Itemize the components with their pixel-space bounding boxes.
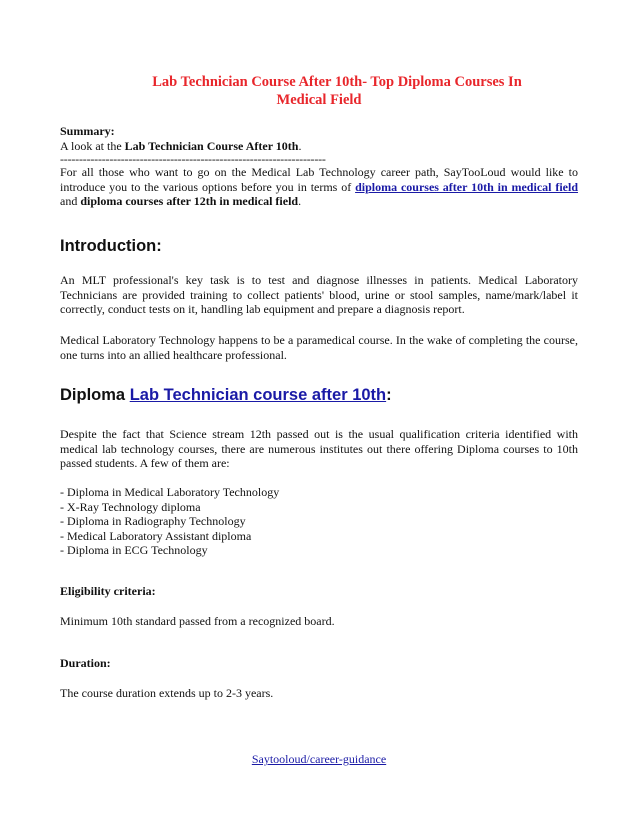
summary-intro-suffix: . <box>298 138 302 153</box>
summary-paragraph <box>60 165 578 209</box>
introduction-paragraph-2: Medical Laboratory Technology happens to be a paramedical course. In the wake of completing the course, one turns into an allied healthcare professional. <box>60 333 578 362</box>
summary-intro <box>60 139 578 154</box>
summary-intro-bold: Lab Technician Course After 10th <box>124 138 299 153</box>
diploma-heading <box>60 385 392 405</box>
page-title <box>60 73 578 109</box>
diploma-heading-prefix: Diploma <box>60 386 130 404</box>
introduction-paragraph-1: An MLT professional's key task is to test and diagnose illnesses in patients. Medical Laboratory Technicians are provided training to collect patients' blood, urine or stool samples, name/mark/label it correctly, conduct tests on it, handling lab equipment and prepare a diagnosis report. <box>60 273 578 316</box>
summary-para-prefix: For all those who want to go on the Medical Lab Technology career path, SayTooLoud would like to introduce you to the various options before you in terms of <box>60 165 578 194</box>
duration-text: The course duration extends up to 2-3 years. <box>60 686 274 700</box>
duration-label: Duration: <box>60 656 111 670</box>
list-item: - Diploma in ECG Technology <box>60 543 208 557</box>
summary-separator: ---------------------------------------------------------------------- <box>60 153 326 165</box>
diploma-heading-suffix: : <box>386 386 392 404</box>
footer <box>0 752 638 767</box>
summary-label: Summary: <box>60 124 115 138</box>
introduction-heading: Introduction: <box>60 237 162 255</box>
list-item: - Diploma in Medical Laboratory Technology <box>60 485 280 499</box>
summary-para-mid: and <box>60 194 81 208</box>
page-title-line2: Medical Field <box>276 92 362 108</box>
eligibility-label: Eligibility criteria: <box>60 584 156 598</box>
summary-intro-prefix: A look at the <box>60 138 125 153</box>
diploma-heading-link[interactable]: Lab Technician course after 10th <box>129 386 387 404</box>
list-item: - Diploma in Radiography Technology <box>60 514 246 528</box>
diploma-list <box>60 485 578 558</box>
eligibility-text: Minimum 10th standard passed from a recognized board. <box>60 614 335 628</box>
diploma-paragraph: Despite the fact that Science stream 12th passed out is the usual qualification criteria identified with medical lab technology courses, there are numerous institutes out there offering Diploma courses to 10th passed students. A few of them are: <box>60 427 578 470</box>
list-item: - X-Ray Technology diploma <box>60 499 201 514</box>
summary-section <box>60 124 578 209</box>
summary-bold-12th: diploma courses after 12th in medical field <box>80 194 299 208</box>
list-item: - Medical Laboratory Assistant diploma <box>60 528 252 543</box>
page-title-line1: Lab Technician Course After 10th- Top Diploma Courses In <box>152 74 522 90</box>
footer-link[interactable]: Saytooloud/career-guidance <box>251 752 387 766</box>
diploma-10th-link[interactable]: diploma courses after 10th in medical field <box>355 179 579 194</box>
summary-para-suffix: . <box>298 194 302 208</box>
